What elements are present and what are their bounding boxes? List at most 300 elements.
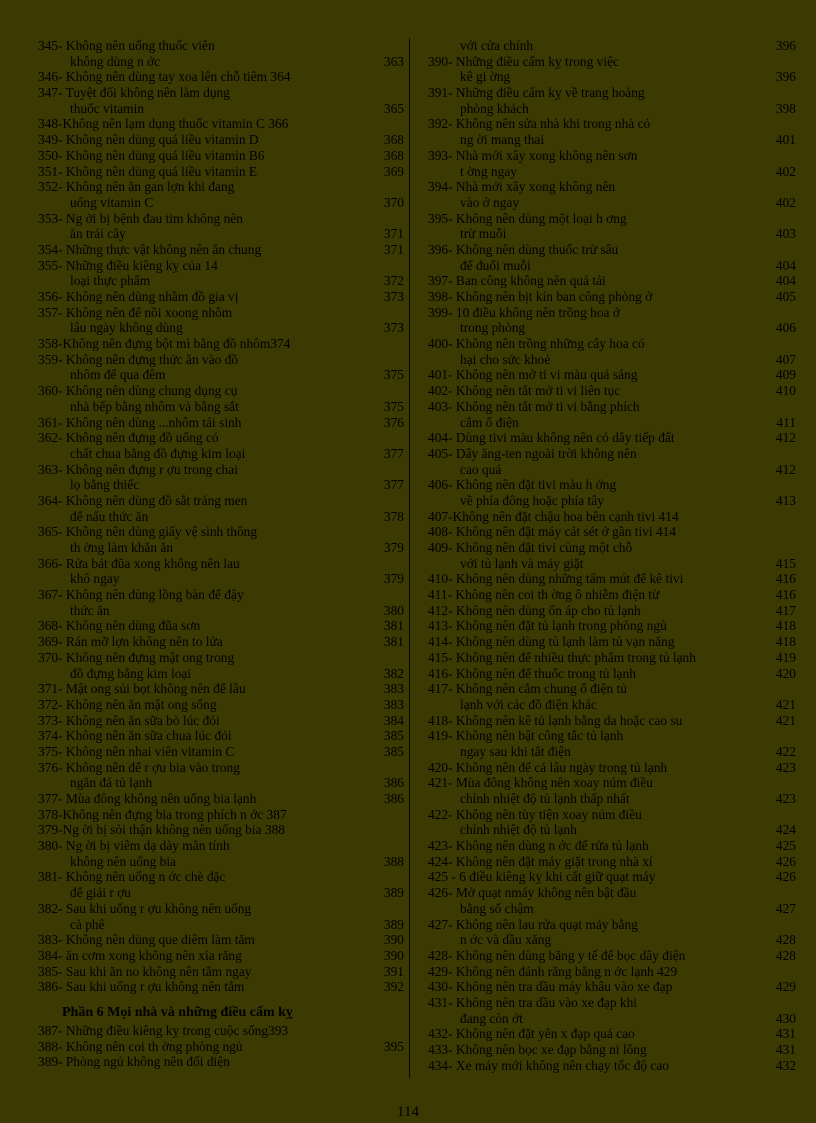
toc-entry [38,477,404,493]
toc-entry-page: 390 [383,947,404,963]
toc-entry-text: 371- Mật ong sủi bọt không nên để lâu [38,681,246,697]
toc-entry-page: 425 [775,838,796,854]
toc-entry-page: 431 [775,1042,796,1057]
toc-entry [38,760,404,776]
toc-entry [38,493,404,509]
toc-entry-page: 428 [775,947,796,963]
toc-entry-page: 428 [775,932,796,948]
toc-entry [428,995,796,1011]
toc-entry-text: 424- Không nên đặt máy giặt trong nhà xí [428,853,653,869]
toc-entry [38,838,404,854]
toc-entry-page: 407 [775,351,796,367]
toc-entry [428,1058,796,1074]
toc-entry-text: 381- Không nên uống n ớc chè đặc [38,869,226,885]
toc-entry-page: 426 [775,853,796,869]
toc-entry [428,211,796,227]
toc-entry-text: Phần 6 Mọi nhà và những điều cấm kỵ [62,1004,293,1020]
toc-entry [38,352,404,368]
toc-entry [428,509,796,525]
toc-entry [38,430,404,446]
toc-entry-page: 386 [383,791,404,806]
toc-entry [428,415,796,431]
toc-entry-text: 364- Không nên dùng đồ sắt tráng men [38,492,248,508]
toc-entry [428,179,796,195]
toc-entry-page: 396 [775,38,796,53]
toc-entry [428,493,796,509]
toc-entry [38,571,404,587]
toc-entry-text: không dùng n ớc [70,53,161,69]
toc-entry-text: 403- Không nên tắt mở ti vi bằng phích [428,398,640,414]
toc-entry [38,1039,404,1055]
toc-entry [428,697,796,713]
toc-entry-text: 366- Rửa bát đũa xong không nên lau [38,555,240,571]
toc-entry-page: 396 [775,69,796,85]
toc-entry-text: 421- Mùa đông không nên xoay núm điều [428,775,654,791]
toc-entry [38,666,404,682]
toc-entry-text: nhà bếp bằng nhôm và bằng sắt [70,398,239,414]
toc-entry-text: 395- Không nên dùng một loại h ơng [428,210,627,226]
toc-entry-text: 414- Không nên dùng tủ lạnh làm tủ vạn năng [428,634,675,650]
toc-entry-text: 360- Không nên dùng chung dụng cụ [38,383,238,399]
toc-entry-page: 413 [775,492,796,508]
toc-entry-page: 429 [775,979,796,995]
toc-entry-page: 431 [775,1026,796,1042]
toc-entry-page: 418 [775,618,796,634]
toc-entry [38,1054,404,1070]
toc-entry-text: thuốc vitamin [70,100,145,116]
toc-entry-page: 423 [775,791,796,806]
toc-entry [428,258,796,274]
toc-entry-text: 363- Không nên đựng r ợu trong chai [38,461,238,477]
toc-entry [428,901,796,917]
toc-entry [38,226,404,242]
toc-entry [428,195,796,211]
toc-entry [38,289,404,305]
toc-entry-page: 430 [775,1010,796,1026]
toc-entry-text: 411- Không nên coi th ờng ô nhiễm điện từ [428,587,660,603]
toc-entry [428,822,796,838]
toc-entry [38,728,404,744]
toc-entry-page: 377 [383,445,404,461]
toc-entry [38,164,404,180]
toc-entry [428,979,796,995]
toc-entry-page: 405 [775,289,796,304]
toc-entry-text: ngăn đá tủ lạnh [70,775,153,791]
toc-entry-page: 395 [383,1038,404,1054]
toc-entry-text: 368- Không nên dùng đũa sơn [38,618,201,634]
toc-entry-text: vào ở ngay [460,194,520,210]
toc-entry-text: 362- Không nên đựng đồ uống có [38,430,219,446]
toc-entry-page: 402 [775,163,796,179]
toc-entry-page: 385 [383,728,404,744]
toc-entry-page: 373 [383,320,404,336]
toc-entry-text: 401- Không nên mở ti vi màu quá sáng [428,367,638,383]
toc-entry [38,932,404,948]
toc-entry [38,556,404,572]
toc-entry-text: 432- Không nên đặt yên x đạp quá cao [428,1026,635,1042]
toc-entry-page: 369 [383,163,404,179]
toc-entry-text: 377- Mùa đông không nên uống bia lạnh [38,791,257,806]
toc-entry-page: 363 [383,53,404,69]
toc-entry-text: 406- Không nên đặt tivi màu h ớng [428,477,617,493]
toc-entry [428,383,796,399]
toc-entry-text: 412- Không nên dùng ổn áp cho tủ lạnh [428,602,641,618]
toc-entry-text: kê gi ờng [460,69,511,85]
toc-entry [428,399,796,415]
toc-entry-page: 410 [775,383,796,399]
toc-entry [428,132,796,148]
toc-entry [428,352,796,368]
toc-entry-text: 399- 10 điều không nên trồng hoa ở [428,304,620,320]
toc-entry [38,258,404,274]
toc-entry [38,195,404,211]
toc-entry-page: 418 [775,634,796,650]
toc-entry-text: 386- Sau khi uống r ợu không nên tắm [38,979,245,995]
toc-entry-page: 379 [383,571,404,587]
toc-entry-page: 424 [775,822,796,838]
toc-entry-page: 373 [383,289,404,304]
toc-entry [38,69,404,85]
toc-entry [428,760,796,776]
toc-entry [428,650,796,666]
toc-entry-text: cắm ổ điện [460,414,519,430]
toc-entry-text: 416- Không nên để thuốc trong tủ lạnh [428,665,636,681]
toc-entry [428,775,796,791]
toc-entry-page: 398 [775,100,796,116]
toc-entry [428,242,796,258]
toc-entry-text: lạnh với các đồ điện khác [460,696,597,712]
toc-entry-page: 390 [383,932,404,948]
toc-entry [428,101,796,117]
toc-entry [38,807,404,823]
toc-entry-text: lọ bằng thiếc [70,477,140,493]
toc-entry-text: 417- Không nên cắm chung ổ điện tủ [428,681,627,697]
toc-entry [38,54,404,70]
toc-entry [428,932,796,948]
toc-entry-text: 394- Nhà mới xây xong không nên [428,179,616,195]
toc-entry [38,367,404,383]
toc-entry-page: 389 [383,885,404,901]
toc-entry [428,556,796,572]
toc-entry-text: 422- Không nên tùy tiện xoay núm điều [428,806,642,822]
toc-entry-text: 408- Không nên đặt máy cát sét ở gần tivi 414 [428,524,677,540]
toc-entry-text: chỉnh nhiệt độ tủ lạnh thấp nhất [460,791,630,806]
toc-entry-text: 425 - 6 điều kiêng kỵ khi cất giữ quạt máy [428,869,656,885]
toc-entry-page: 385 [383,743,404,759]
toc-entry-text: trong phòng [460,320,526,336]
toc-entry [428,791,796,807]
toc-entry-text: 387- Những điều kiêng kỵ trong cuộc sống393 [38,1022,289,1038]
toc-entry-page: 416 [775,587,796,603]
toc-entry [428,948,796,964]
toc-left-column [38,38,404,1070]
toc-entry [38,901,404,917]
toc-entry-page: 388 [383,853,404,869]
toc-entry-text: th ờng làm khăn ăn [70,540,174,555]
toc-entry-text: 420- Không nên để cá lâu ngày trong tủ lạnh [428,759,668,775]
toc-entry-text: 352- Không nên ăn gan lợn khi đang [38,179,235,195]
toc-entry [428,462,796,478]
toc-entry-text: 415- Không nên để nhiều thực phẩm trong tủ lạnh [428,649,696,665]
toc-entry-text: 382- Sau khi uống r ợu không nên uống [38,900,252,916]
toc-entry-page: 421 [775,712,796,728]
toc-entry [38,540,404,556]
toc-entry-page: 381 [383,634,404,650]
toc-entry-text: ngay sau khi tắt điện [460,743,571,759]
toc-entry [38,242,404,258]
toc-entry-page: 401 [775,132,796,148]
toc-entry-text: 413- Không nên đặt tủ lạnh trong phòng ngủ [428,618,667,634]
toc-entry [428,446,796,462]
toc-entry-text: với tủ lạnh và máy giặt [460,555,584,571]
toc-entry-text: 346- Không nên dùng tay xoa lên chỗ tiêm 364 [38,69,291,85]
toc-entry-text: 433- Không nên bọc xe đạp bằng ni lông [428,1042,647,1057]
toc-entry [428,885,796,901]
toc-entry-text: chất chua bằng đồ đựng kim loại [70,445,246,461]
toc-entry [38,618,404,634]
toc-entry-page: 379 [383,540,404,555]
toc-entry-page: 417 [775,602,796,618]
toc-entry-text: 423- Không nên dùng n ớc để rửa tủ lạnh [428,838,649,854]
toc-entry-text: 407-Không nên đặt chậu hoa bên cạnh tivi 414 [428,508,679,524]
toc-entry-page: 375 [383,398,404,414]
toc-entry-page: 426 [775,869,796,885]
toc-entry [38,116,404,132]
toc-entry [428,964,796,980]
toc-entry-page: 416 [775,571,796,587]
toc-entry-page: 412 [775,430,796,446]
toc-entry-text: 404- Dùng tivi màu không nên có dây tiếp đất [428,430,675,446]
toc-entry-text: 396- Không nên dùng thuốc trừ sâu [428,241,619,257]
toc-entry [38,917,404,933]
toc-entry-text: 419- Không nên bật công tắc tủ lạnh [428,728,624,744]
toc-entry-text: 351- Không nên dùng quá liều vitamin E [38,163,258,179]
toc-entry-page: 381 [383,618,404,634]
toc-entry-page: 432 [775,1057,796,1073]
toc-entry-text: 369- Rán mỡ lợn không nên to lửa [38,634,223,650]
page-number: 114 [397,1104,419,1120]
toc-entry [38,791,404,807]
toc-entry-text: 354- Những thực vật không nên ăn chung [38,241,262,257]
toc-entry-text: loại thực phẩm [70,273,151,289]
toc-entry-text: 391- Những điều cấm kỵ về trang hoàng [428,85,645,101]
toc-entry-text: n ớc và dầu xăng [460,932,552,948]
toc-entry [38,415,404,431]
toc-entry [38,822,404,838]
toc-entry-text: 402- Không nên tắt mở ti vi liên tục [428,383,621,399]
toc-entry-text: khô ngay [70,571,120,587]
toc-entry-text: t ờng ngay [460,163,517,179]
toc-entry [428,116,796,132]
toc-entry-page: 380 [383,602,404,618]
toc-entry-text: 365- Không nên dùng giấy vệ sinh thông [38,524,258,540]
toc-entry [38,854,404,870]
toc-entry-text: trừ muỗi [460,226,507,242]
toc-entry [38,211,404,227]
toc-entry [428,666,796,682]
toc-entry [428,807,796,823]
column-divider [409,38,410,1078]
toc-entry [38,320,404,336]
toc-entry-text: cao quá [460,461,502,477]
toc-entry [428,367,796,383]
toc-entry [38,336,404,352]
toc-entry-text: 410- Không nên dùng những tấm mút để kê tivi [428,571,684,587]
toc-entry [38,603,404,619]
toc-entry-text: 373- Không nên ăn sữa bò lúc đói [38,712,220,728]
toc-entry-text: 426- Mở quạt nmáy không nên bật đầu [428,885,637,901]
toc-entry [428,477,796,493]
toc-entry [38,305,404,321]
toc-entry-page: 370 [383,194,404,210]
toc-entry-page: 421 [775,696,796,712]
toc-entry-text: 353- Ng ời bị bệnh đau tim không nên [38,210,243,226]
toc-entry [38,744,404,760]
toc-entry-page: 383 [383,681,404,697]
toc-entry-page: 383 [383,696,404,712]
toc-entry-page: 377 [383,477,404,493]
toc-entry [428,336,796,352]
toc-entry-text: 434- Xe máy mới không nên chạy tốc độ cao [428,1057,669,1073]
toc-entry-page: 384 [383,712,404,728]
toc-entry-text: 400- Không nên trồng những cây hoa có [428,336,645,352]
section-heading [38,995,404,1023]
toc-entry [38,446,404,462]
toc-entry-text: 350- Không nên dùng quá liều vitamin B6 [38,147,265,163]
toc-entry [38,101,404,117]
toc-entry-text: 431- Không nên tra dầu vào xe đạp khi [428,994,637,1010]
toc-entry-text: thức ăn [70,602,110,618]
toc-entry-page: 403 [775,226,796,242]
toc-entry-page: 392 [383,979,404,995]
toc-entry-text: 347- Tuyệt đối không nên làm dụng [38,85,230,101]
toc-entry-page: 376 [383,414,404,430]
toc-entry-page: 391 [383,963,404,979]
toc-entry-page: 371 [383,241,404,257]
toc-entry [38,38,404,54]
toc-entry [38,524,404,540]
toc-entry-page: 389 [383,916,404,932]
toc-entry [38,509,404,525]
toc-entry-text: 418- Không nên kê tủ lạnh bằng da hoặc cao su [428,712,683,728]
toc-entry [38,383,404,399]
toc-entry-page: 419 [775,649,796,665]
toc-entry-text: 355- Những điều kiêng kỵ của 14 [38,257,218,273]
toc-entry-text: 388- Không nên coi th ờng phòng ngủ [38,1038,243,1054]
toc-entry-text: 357- Không nên để nồi xoong nhôm [38,304,233,320]
toc-entry-page: 409 [775,367,796,383]
toc-entry-text: 380- Ng ời bị viêm dạ dày mãn tính [38,838,230,854]
toc-entry-text: 375- Không nên nhai viên vitamin C [38,743,235,759]
toc-entry-text: 379-Ng ời bị sỏi thận không nên uống bia 388 [38,822,285,838]
toc-entry-text: để nấu thức ăn [70,508,149,524]
toc-entry-text: 345- Không nên uống thuốc viên [38,38,215,53]
toc-entry [38,1023,404,1039]
toc-entry [428,1011,796,1027]
toc-entry-text: 430- Không nên tra dầu máy khâu vào xe đạp [428,979,673,995]
toc-entry [428,430,796,446]
toc-entry-text: 370- Không nên đựng mật ong trong [38,649,235,665]
toc-entry-page: 371 [383,226,404,242]
toc-entry [428,273,796,289]
toc-entry-page: 404 [775,273,796,289]
toc-entry-page: 368 [383,132,404,148]
toc-entry [428,164,796,180]
toc-entry-text: 397- Ban công không nên quá tải [428,273,606,289]
toc-entry-text: 356- Không nên dùng nhầm đồ gia vị [38,289,239,304]
toc-entry [428,587,796,603]
toc-entry [428,869,796,885]
toc-entry-text: để giải r ợu [70,885,131,901]
toc-entry-page: 411 [776,414,796,430]
toc-entry-text: ăn trái cây [70,226,126,242]
toc-entry [428,744,796,760]
toc-entry [38,948,404,964]
toc-entry-text: đang còn ớt [460,1010,523,1026]
toc-entry [428,854,796,870]
toc-entry-text: 348-Không nên lạm dụng thuốc vitamin C 366 [38,116,289,132]
toc-entry [428,571,796,587]
toc-entry [428,603,796,619]
toc-entry-page: 423 [775,759,796,775]
toc-entry-text: 428- Không nên dùng băng y tế để bọc dây điện [428,947,686,963]
toc-entry-text: 359- Không nên đựng thức ăn vào đồ [38,351,239,367]
toc-entry [428,69,796,85]
toc-entry [428,148,796,164]
toc-entry-text: uống vitamin C [70,194,154,210]
toc-entry-text: 405- Dây ăng-ten ngoài trời không nên [428,445,637,461]
toc-entry [38,273,404,289]
toc-entry-text: 372- Không nên ăn mật ong sống [38,696,217,712]
toc-entry-page: 422 [775,743,796,759]
toc-entry-text: 378-Không nên đựng bia trong phích n ớc 387 [38,806,287,822]
toc-entry-text: 409- Không nên đặt tivi cùng một chỗ [428,540,633,555]
toc-entry [428,681,796,697]
toc-entry-page: 368 [383,147,404,163]
toc-entry-page: 404 [775,257,796,273]
toc-entry [38,462,404,478]
toc-entry-text: phòng khách [460,100,529,116]
toc-entry-text: 393- Nhà mới xây xong không nên sơn [428,147,638,163]
toc-entry-text: 349- Không nên dùng quá liều vitamin D [38,132,259,148]
toc-entry-text: 389- Phòng ngủ không nên đối diện [38,1054,230,1070]
toc-entry-text: 383- Không nên dùng que diêm làm tăm [38,932,255,948]
toc-entry-page: 382 [383,665,404,681]
toc-entry [428,917,796,933]
toc-entry-page: 420 [775,665,796,681]
toc-entry [38,681,404,697]
toc-entry [428,289,796,305]
toc-right-column [428,38,796,1073]
toc-entry-text: 385- Sau khi ăn no không nên tắm ngay [38,963,252,979]
toc-entry-text: với cửa chính [460,38,534,53]
toc-entry-text: 392- Không nên sửa nhà khi trong nhà có [428,116,651,132]
toc-entry-text: 384- ăn cơm xong không nên xỉa răng [38,947,242,963]
toc-entry [38,132,404,148]
toc-entry-text: nhôm để qua đêm [70,367,166,383]
toc-entry-page: 415 [775,555,796,571]
toc-entry [428,838,796,854]
toc-entry [38,85,404,101]
toc-entry-page: 372 [383,273,404,289]
toc-entry [428,728,796,744]
toc-entry-text: chỉnh nhiệt độ tủ lạnh [460,822,577,838]
toc-entry-text: cà phê [70,916,105,932]
toc-entry [38,979,404,995]
toc-entry-page: 402 [775,194,796,210]
toc-entry-text: 374- Không nên ăn sữa chua lúc đói [38,728,232,744]
toc-entry [38,713,404,729]
